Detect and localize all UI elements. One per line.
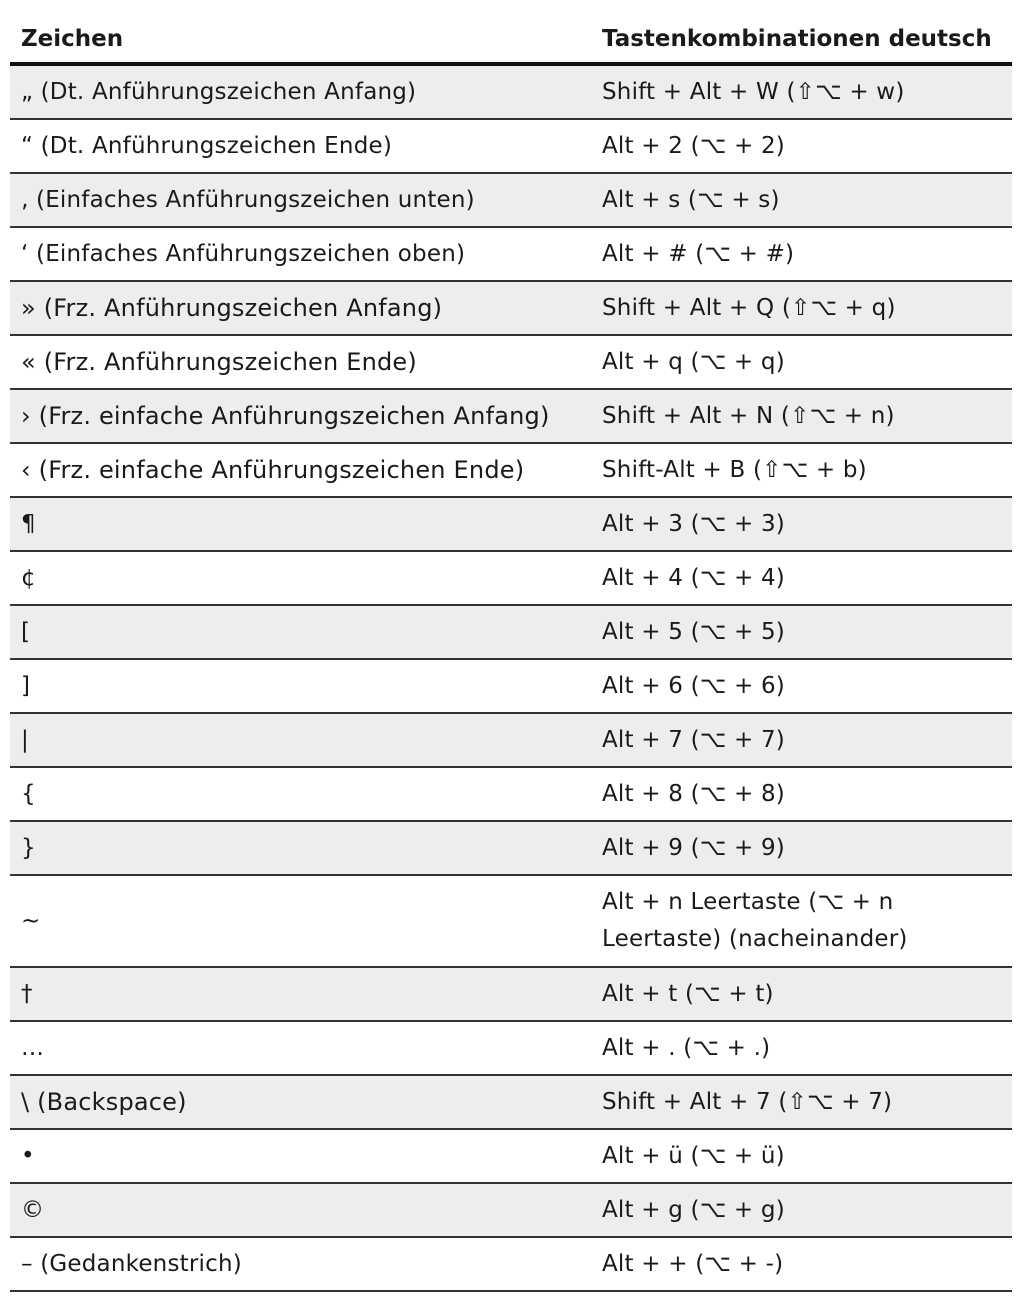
table-row [10, 498, 1012, 552]
cell-zeichen: « (Frz. Anführungszeichen Ende) [21, 348, 417, 376]
table-row [10, 174, 1012, 228]
cell-zeichen: ‹ (Frz. einfache Anführungszeichen Ende) [21, 456, 525, 484]
cell-zeichen: } [21, 835, 36, 861]
cell-zeichen: ‚ (Einfaches Anführungszeichen unten) [21, 187, 475, 213]
table-row [10, 1022, 1012, 1076]
cell-zeichen: † [21, 981, 33, 1007]
table-row [10, 66, 1012, 120]
table-row [10, 822, 1012, 876]
cell-zeichen: … [21, 1035, 45, 1061]
table-row [10, 390, 1012, 444]
cell-tastenkombination: Alt + 4 (⌥ + 4) [602, 564, 785, 591]
table-row [10, 1076, 1012, 1130]
cell-tastenkombination: Shift + Alt + N (⇧⌥ + n) [602, 402, 895, 429]
cell-zeichen: ¢ [21, 565, 36, 591]
cell-tastenkombination: Alt + 2 (⌥ + 2) [602, 132, 785, 159]
cell-tastenkombination: Alt + ü (⌥ + ü) [602, 1142, 785, 1169]
cell-tastenkombination: Alt + 3 (⌥ + 3) [602, 510, 785, 537]
cell-zeichen: | [21, 727, 29, 753]
cell-tastenkombination: Alt + 5 (⌥ + 5) [602, 618, 785, 645]
table-row [10, 552, 1012, 606]
cell-zeichen: ~ [21, 908, 41, 934]
table-row [10, 336, 1012, 390]
table-row [10, 606, 1012, 660]
cell-zeichen: » (Frz. Anführungszeichen Anfang) [21, 294, 443, 322]
cell-zeichen: ¶ [21, 511, 36, 537]
cell-tastenkombination: Alt + t (⌥ + t) [602, 980, 774, 1007]
table-row [10, 1130, 1012, 1184]
shortcut-table [10, 0, 1012, 1292]
cell-tastenkombination: Alt + . (⌥ + .) [602, 1034, 771, 1061]
table-row [10, 282, 1012, 336]
cell-zeichen: © [21, 1197, 45, 1223]
table-header [10, 0, 1012, 66]
cell-tastenkombination: Alt + q (⌥ + q) [602, 348, 785, 375]
cell-zeichen: – (Gedankenstrich) [21, 1251, 242, 1277]
column-header-zeichen: Zeichen [21, 26, 124, 52]
table-row [10, 120, 1012, 174]
table-row [10, 1238, 1012, 1292]
cell-tastenkombination: Shift + Alt + Q (⇧⌥ + q) [602, 294, 896, 321]
cell-tastenkombination: Shift-Alt + B (⇧⌥ + b) [602, 456, 867, 483]
cell-zeichen: ] [21, 673, 31, 699]
cell-zeichen: ‘ (Einfaches Anführungszeichen oben) [21, 241, 466, 267]
table-row [10, 714, 1012, 768]
table-row [10, 444, 1012, 498]
cell-tastenkombination: Alt + 7 (⌥ + 7) [602, 726, 785, 753]
cell-zeichen: [ [21, 619, 31, 645]
cell-tastenkombination: Alt + # (⌥ + #) [602, 240, 795, 267]
cell-zeichen: „ (Dt. Anführungszeichen Anfang) [21, 79, 417, 105]
cell-tastenkombination: Shift + Alt + W (⇧⌥ + w) [602, 78, 905, 105]
table-row [10, 660, 1012, 714]
cell-tastenkombination: Shift + Alt + 7 (⇧⌥ + 7) [602, 1088, 893, 1115]
cell-zeichen: › (Frz. einfache Anführungszeichen Anfang) [21, 402, 550, 430]
cell-zeichen: • [21, 1143, 35, 1169]
column-header-tasten: Tastenkombinationen deutsch [602, 26, 992, 52]
cell-tastenkombination: Alt + 6 (⌥ + 6) [602, 672, 785, 699]
table-row [10, 1184, 1012, 1238]
table-row [10, 768, 1012, 822]
cell-tastenkombination: Alt + g (⌥ + g) [602, 1196, 785, 1223]
table-row [10, 968, 1012, 1022]
cell-tastenkombination: Alt + s (⌥ + s) [602, 186, 780, 213]
cell-tastenkombination: Alt + + (⌥ + -) [602, 1250, 784, 1277]
table-row [10, 228, 1012, 282]
cell-tastenkombination: Alt + 9 (⌥ + 9) [602, 834, 785, 861]
cell-zeichen: “ (Dt. Anführungszeichen Ende) [21, 133, 393, 159]
cell-zeichen: \ (Backspace) [21, 1088, 187, 1116]
cell-tastenkombination: Alt + 8 (⌥ + 8) [602, 780, 785, 807]
table-row [10, 876, 1012, 968]
cell-zeichen: { [21, 781, 36, 807]
table-body [10, 66, 1012, 1292]
cell-tastenkombination: Alt + n Leertaste (⌥ + n Leertaste) (nacheinander) [602, 889, 908, 952]
